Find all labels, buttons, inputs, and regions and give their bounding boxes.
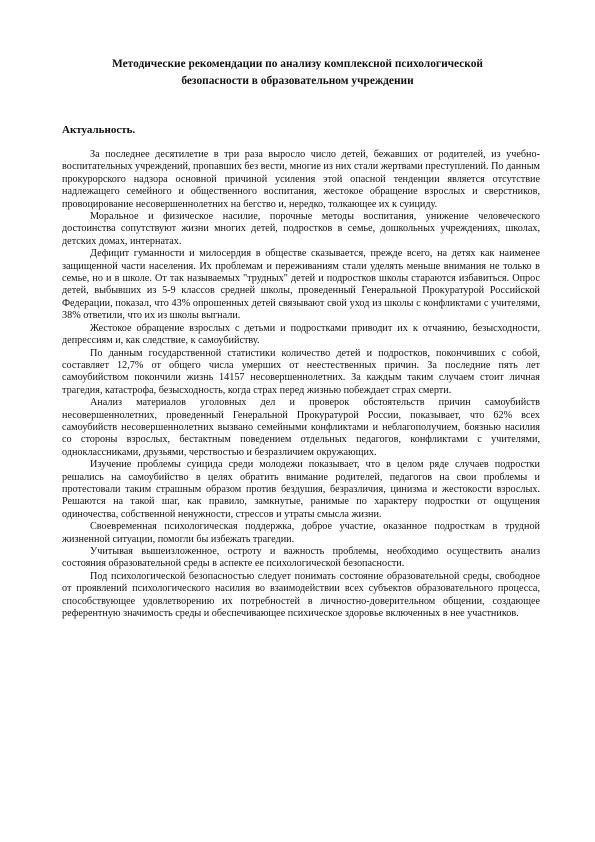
paragraph-5: По данным государственной статистики количество детей и подростков, покончивших с собой, составляет 12,7% от общего числа умерших от неестественных причин. За последние пять лет самоубийством покончили жизнь 14157 несовершеннолетних. За каждым таким случаем стоит личная трагедия, катастрофа, безысходность, когда страх перед жизнью побеждает страх смерти. bbox=[62, 347, 540, 396]
paragraph-8: Своевременная психологическая поддержка, доброе участие, оказанное подросткам в трудной жизненной ситуации, помогли бы избежать трагедии. bbox=[62, 521, 540, 545]
document-title bbox=[62, 56, 533, 90]
paragraph-6: Анализ материалов уголовных дел и проверок обстоятельств причин самоубийств несовершеннолетних, проведенный Генеральной Прокуратурой России, показывает, что 62% всех самоубийств несовершеннолетних вызвано семейными конфликтами и неблагополучием, боязнью насилия со стороны взрослых, бестактным поведением отдельных педагогов, конфликтами с учителями, одноклассниками, друзьями, черствостью и безразличием окружающих. bbox=[62, 397, 540, 458]
paragraph-2: Моральное и физическое насилие, порочные методы воспитания, унижение человеческого достоинства сопутствуют жизни многих детей, подростков в семье, дошкольных учреждениях, школах, детских домах, интернатах. bbox=[62, 211, 540, 247]
section-heading: Актуальность. bbox=[62, 124, 136, 136]
paragraph-4: Жестокое обращение взрослых с детьми и подростками приводит их к отчаянию, безысходности, депрессиям и, как следствие, к самоубийству. bbox=[62, 322, 540, 347]
document-title-line-2: безопасности в образовательном учреждении bbox=[181, 75, 414, 87]
paragraph-3: Дефицит гуманности и милосердия в обществе сказывается, прежде всего, на детях как наименее защищенной части населения. Их проблемам и переживаниям стали уделять меньше внимания не только в семье, но и в школе. От так называемых "трудных" детей и подростков школы стараются избавиться. Опрос детей, выбывших из 5-9 классов средней школы, проведенный Генеральной Прокуратурой Российской Федерации, показал, что 43% опрошенных детей связывают свой уход из школы с конфликтами с учителями, 38% ответили, что их из школы выгнали. bbox=[62, 248, 540, 322]
paragraph-1: За последнее десятилетие в три раза выросло число детей, бежавших от родителей, из учебно-воспитательных учреждений, пропавших без вести, многие из них стали жертвами преступлений. По данным прокурорского надзора основной причиной усиления этой опасной тенденции является отсутствие надлежащего семейного и общественного воспитания, жестокое обращение взрослых и сверстников, провоцирование несовершеннолетних на бегство и, нередко, толкающее их к суициду. bbox=[62, 149, 540, 210]
document-body bbox=[62, 149, 540, 620]
document-title-line-1: Методические рекомендации по анализу комплексной психологической bbox=[112, 58, 483, 70]
paragraph-10: Под психологической безопасностью следует понимать состояние образовательной среды, свободное от проявлений психологического насилия во взаимодействии всех субъектов образовательного процесса, способствующее удовлетворению их потребностей в личностно-доверительном общении, создающее референтную значимость среды и обеспечивающее психическое здоровье включенных в нее участников. bbox=[62, 570, 540, 620]
paragraph-9: Учитывая вышеизложенное, остроту и важность проблемы, необходимо осуществить анализ состояния образовательной среды в аспекте ее психологической безопасности. bbox=[62, 546, 540, 570]
paragraph-7: Изучение проблемы суицида среди молодежи показывает, что в целом ряде случаев подростки решались на самоубийство в целях обратить внимание родителей, педагогов на свои проблемы и протестовали таким страшным образом против бездушия, безразличия, цинизма и жестокости взрослых. Решаются на такой шаг, как правило, замкнутые, ранимые по характеру подростки от ощущения одиночества, собственной ненужности, стрессов и утраты смысла жизни. bbox=[62, 459, 540, 520]
